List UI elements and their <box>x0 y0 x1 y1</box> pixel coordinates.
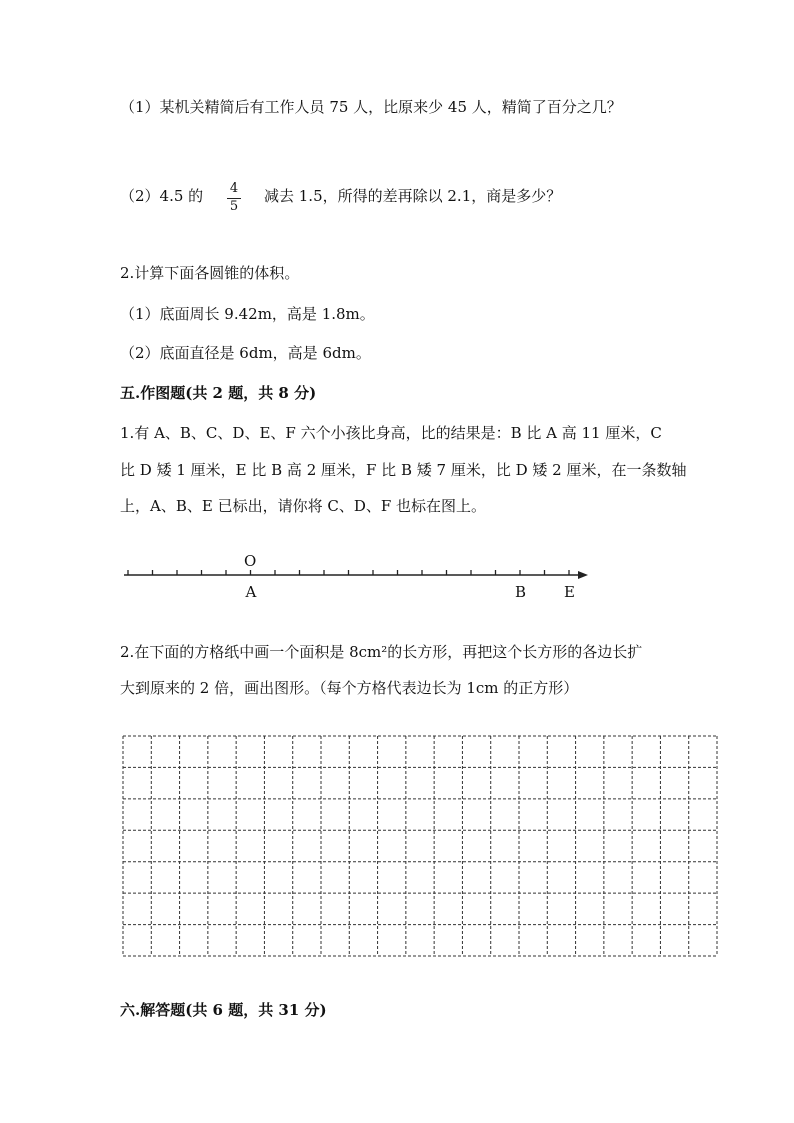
section-5-heading: 五.作图题(共 2 题，共 8 分) <box>120 384 317 402</box>
grid-paper[interactable] <box>122 735 718 957</box>
drawing-question-1-line-2: 比 D 矮 1 厘米，E 比 B 高 2 厘米，F 比 B 矮 7 厘米，比 D 矮 2 厘米，在一条数轴 <box>120 461 687 479</box>
question-4-2-suffix: 减去 1.5，所得的差再除以 2.1，商是多少？ <box>264 187 562 205</box>
point-label-e: E <box>564 583 575 601</box>
number-line <box>0 546 794 616</box>
drawing-question-1-line-3: 上，A、B、E 已标出，请你将 C、D、F 也标在图上。 <box>120 497 487 515</box>
question-2-1: （1）底面周长 9.42m，高是 1.8m。 <box>120 305 375 323</box>
question-2-title: 2.计算下面各圆锥的体积。 <box>120 264 300 282</box>
question-4-2-prefix: （2）4.5 的 <box>120 187 204 205</box>
fraction-numerator: 4 <box>229 181 239 196</box>
fraction <box>227 182 241 214</box>
question-4-1: （1）某机关精简后有工作人员 75 人，比原来少 45 人，精简了百分之几？ <box>120 98 622 116</box>
point-label-b: B <box>515 583 527 601</box>
drawing-question-1-line-1: 1.有 A、B、C、D、E、F 六个小孩比身高，比的结果是：B 比 A 高 11 厘米，C <box>120 424 662 442</box>
number-line-arrow-icon <box>578 571 588 579</box>
question-2-2: （2）底面直径是 6dm，高是 6dm。 <box>120 344 371 362</box>
point-label-a: A <box>245 583 257 601</box>
section-6-heading: 六.解答题(共 6 题，共 31 分) <box>120 1001 327 1019</box>
origin-label: O <box>244 552 257 570</box>
fraction-denominator: 5 <box>229 199 239 214</box>
drawing-question-2-line-1: 2.在下面的方格纸中画一个面积是 8cm²的长方形，再把这个长方形的各边长扩 <box>120 643 643 661</box>
drawing-question-2-line-2: 大到原来的 2 倍，画出图形。（每个方格代表边长为 1cm 的正方形） <box>120 679 579 697</box>
